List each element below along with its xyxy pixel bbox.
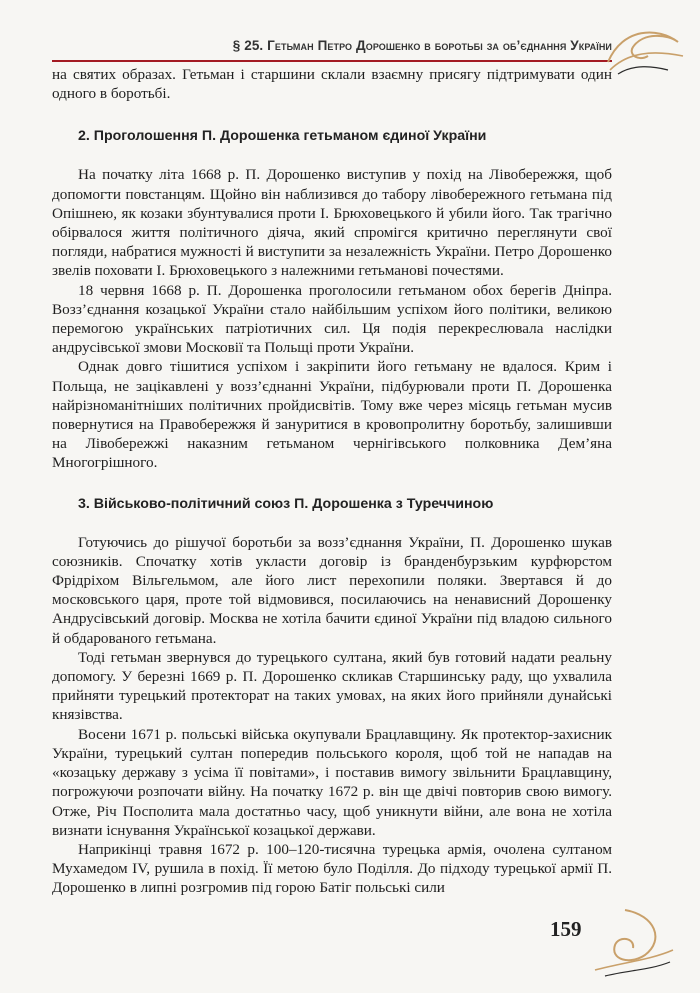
section-3-paragraph-4: Наприкінці травня 1672 р. 100–120-тисячна турецька армія, очолена султаном Мухамедом IV, рушила в похід. Її метою було Поділля. До підходу турецької армії П. Дорошенко в липні розгромив під горою Батіг польські сили (52, 840, 612, 897)
section-3-paragraph-3: Восени 1671 р. польські війська окупували Брацлавщину. Як протектор-захисник України, турецький султан попередив польського короля, щоб той не нападав на «козацьку державу з усіма її повітами», і поставив вимогу звільнити Брацлавщину, погрожуючи розпочати війну. На початку 1672 р. він ще двічі повторив свою вимогу. Отже, Річ Посполита мала достатньо часу, щоб уникнути війни, але вона не хотіла визнати існування Української козацької держави. (52, 725, 612, 839)
section-3-heading: 3. Військово-політичний союз П. Дорошенка з Туреччиною (78, 495, 494, 512)
intro-paragraph: на святих образах. Гетьман і старшини склали взаємну присягу підтримувати один одного в боротьбі. (52, 66, 612, 103)
running-header: § 25. Гетьман Петро Дорошенко в боротьбі за об’єднання України (232, 38, 612, 53)
header-rule (52, 60, 612, 62)
section-3-paragraph-1: Готуючись до рішучої боротьби за возз’єднання України, П. Дорошенко шукав союзників. Спочатку хотів укласти договір із бранденбурзьким курфюрстом Фрідріхом Вільгельмом, але його лист перехопили поляки. Звертався й до московського царя, проте той відмовився, посилаючись на ненависний Дорошенку Андрусівський договір. Москва не хотіла бачити єдиної України під владою сильного й обдарованого гетьмана. (52, 533, 612, 647)
flourish-ornament-bottom-icon (555, 900, 675, 980)
section-2-paragraph-2: 18 червня 1668 р. П. Дорошенка проголосили гетьманом обох берегів Дніпра. Возз’єднання козацької України стало найбільшим успіхом його політики, великою перемогою українських патріотичних сил. Ця подія перекреслювала наслідки андрусівської змови Московії та Польщі проти України. (52, 281, 612, 357)
section-2-heading: 2. Проголошення П. Дорошенка гетьманом єдиної України (78, 128, 487, 145)
page-number: 159 (550, 917, 582, 941)
section-3-paragraph-2: Тоді гетьман звернувся до турецького султана, який був готовий надати реальну допомогу. У березні 1669 р. П. Дорошенко скликав Старшинську раду, що ухвалила прийняти турецький протекторат на таких умовах, на яких його прийняли дунайські князівства. (52, 648, 612, 724)
section-2-paragraph-1: На початку літа 1668 р. П. Дорошенко виступив у похід на Лівобережжя, щоб допомогти повстанцям. Щойно він наблизився до табору лівобережного гетьмана під Опішнею, як козаки збунтувалися проти І. Брюховецького й убили його. Так трагічно обірвалося життя політичного діяча, який спромігся критично переглянути свої погляди, набратися мужності й виступити за незалежність України. Петро Дорошенко звелів поховати І. Брюховецького з належними гетьманові почестями. (52, 166, 612, 280)
section-2-paragraph-3: Однак довго тішитися успіхом і закріпити його гетьману не вдалося. Крим і Польща, не зацікавлені у возз’єднанні України, підбурювали проти П. Дорошенка найрізноманітніших політичних пройдисвітів. Тому вже через місяць гетьман мусив повернутися на Правобережжя й зануритися в кровопролитну боротьбу, залишивши на Лівобережжі наказним гетьманом чернігівського полковника Дем’яна Многогрішного. (52, 358, 612, 472)
page-body (52, 65, 612, 898)
